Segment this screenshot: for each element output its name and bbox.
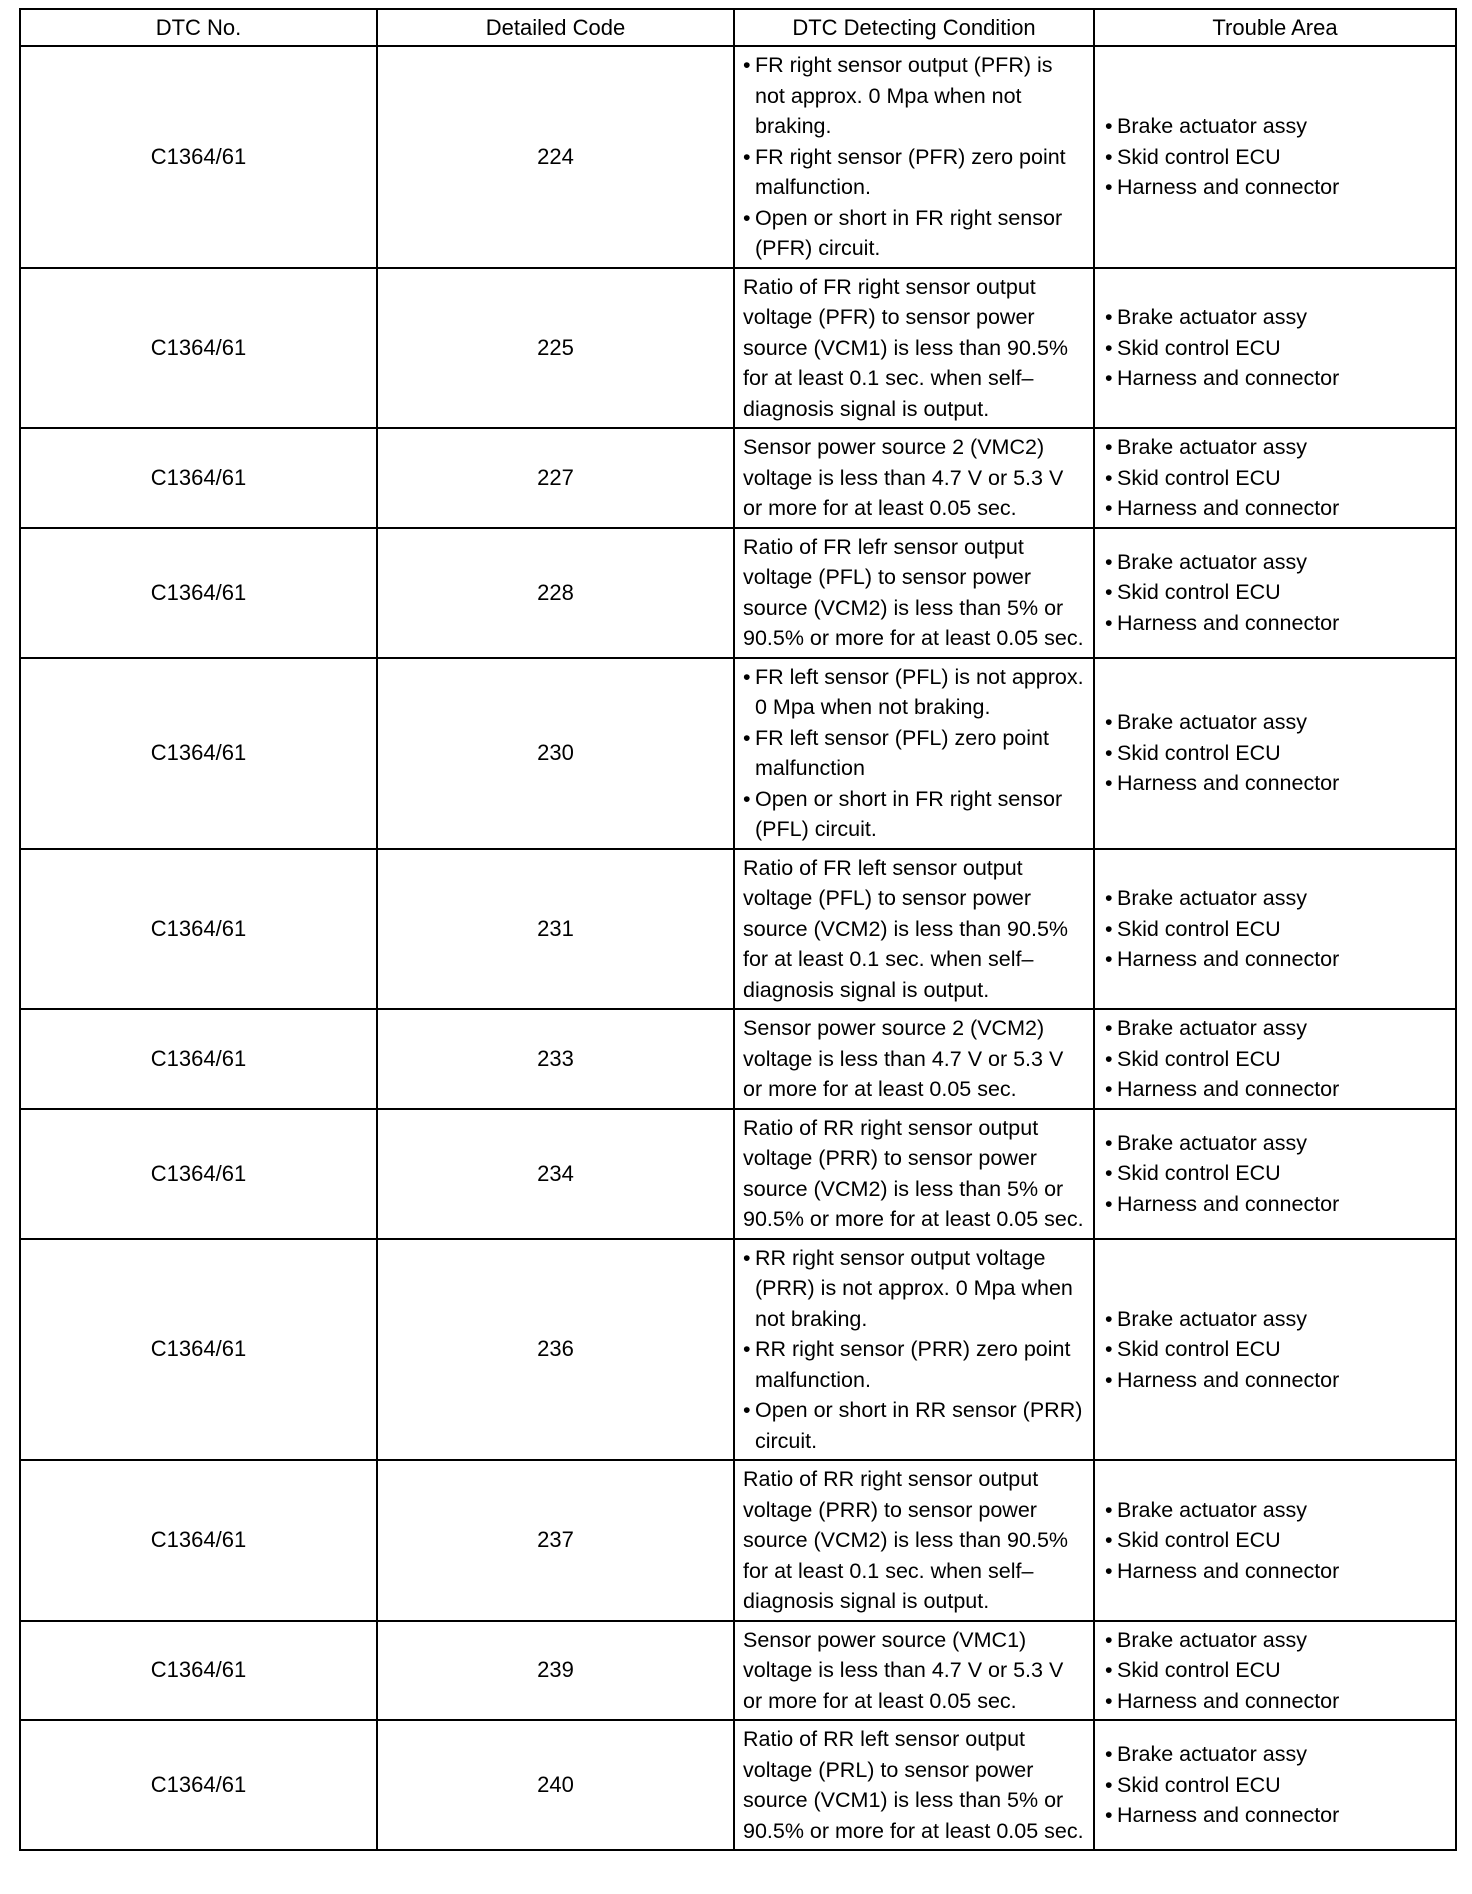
detecting-condition-cell [734, 1239, 1094, 1461]
condition-item: • FR left sensor (PFL) zero point malfunction [743, 723, 1085, 784]
table-row [20, 528, 1456, 658]
dtc-no-cell: C1364/61 [20, 428, 377, 528]
trouble-area-list [1105, 1128, 1445, 1220]
trouble-area-cell [1094, 1720, 1456, 1850]
trouble-area-cell [1094, 1109, 1456, 1239]
trouble-area-item: • Harness and connector [1105, 1365, 1445, 1396]
detailed-code-cell: 224 [377, 46, 734, 268]
trouble-area-item: • Skid control ECU [1105, 1334, 1445, 1365]
trouble-area-item: • Skid control ECU [1105, 1655, 1445, 1686]
detecting-condition-cell: Ratio of RR left sensor output voltage (PRL) to sensor power source (VCM1) is less than 5% or 90.5% or more for at least 0.05 sec. [734, 1720, 1094, 1850]
dtc-no-cell: C1364/61 [20, 1720, 377, 1850]
trouble-area-item: • Harness and connector [1105, 1686, 1445, 1717]
trouble-area-cell [1094, 658, 1456, 849]
trouble-area-item: • Harness and connector [1105, 363, 1445, 394]
dtc-no-cell: C1364/61 [20, 1460, 377, 1621]
header-detecting-condition: DTC Detecting Condition [734, 9, 1094, 46]
trouble-area-item: • Skid control ECU [1105, 1044, 1445, 1075]
trouble-area-list [1105, 1495, 1445, 1587]
dtc-no-cell: C1364/61 [20, 46, 377, 268]
table-row [20, 1720, 1456, 1850]
condition-item: • Open or short in FR right sensor (PFR) circuit. [743, 203, 1085, 264]
trouble-area-cell [1094, 1460, 1456, 1621]
trouble-area-cell [1094, 46, 1456, 268]
trouble-area-list [1105, 302, 1445, 394]
table-row [20, 46, 1456, 268]
trouble-area-item: • Skid control ECU [1105, 463, 1445, 494]
detecting-condition-cell: Ratio of RR right sensor output voltage (PRR) to sensor power source (VCM2) is less than 5% or 90.5% or more for at least 0.05 sec. [734, 1109, 1094, 1239]
trouble-area-cell [1094, 268, 1456, 429]
detailed-code-cell: 228 [377, 528, 734, 658]
trouble-area-item: • Harness and connector [1105, 944, 1445, 975]
trouble-area-item: • Harness and connector [1105, 768, 1445, 799]
detailed-code-cell: 225 [377, 268, 734, 429]
trouble-area-item: • Brake actuator assy [1105, 707, 1445, 738]
trouble-area-item: • Skid control ECU [1105, 914, 1445, 945]
detecting-condition-cell [734, 46, 1094, 268]
table-row [20, 658, 1456, 849]
table-row [20, 1239, 1456, 1461]
header-dtc-no: DTC No. [20, 9, 377, 46]
detecting-condition-cell: Sensor power source 2 (VCM2) voltage is less than 4.7 V or 5.3 V or more for at least 0.05 sec. [734, 1009, 1094, 1109]
detecting-condition-cell [734, 658, 1094, 849]
dtc-no-cell: C1364/61 [20, 1621, 377, 1721]
condition-list [743, 1243, 1085, 1457]
detailed-code-cell: 230 [377, 658, 734, 849]
trouble-area-item: • Skid control ECU [1105, 1525, 1445, 1556]
trouble-area-item: • Skid control ECU [1105, 333, 1445, 364]
trouble-area-item: • Brake actuator assy [1105, 1128, 1445, 1159]
trouble-area-item: • Brake actuator assy [1105, 1304, 1445, 1335]
detailed-code-cell: 233 [377, 1009, 734, 1109]
header-trouble-area: Trouble Area [1094, 9, 1456, 46]
condition-list [743, 50, 1085, 264]
trouble-area-item: • Harness and connector [1105, 1556, 1445, 1587]
trouble-area-item: • Skid control ECU [1105, 738, 1445, 769]
dtc-table [19, 8, 1457, 1851]
detailed-code-cell: 236 [377, 1239, 734, 1461]
dtc-no-cell: C1364/61 [20, 1109, 377, 1239]
trouble-area-item: • Harness and connector [1105, 1074, 1445, 1105]
table-row [20, 1009, 1456, 1109]
trouble-area-list [1105, 1304, 1445, 1396]
trouble-area-item: • Harness and connector [1105, 608, 1445, 639]
detecting-condition-cell: Ratio of FR lefr sensor output voltage (PFL) to sensor power source (VCM2) is less than 5% or 90.5% or more for at least 0.05 sec. [734, 528, 1094, 658]
dtc-no-cell: C1364/61 [20, 1239, 377, 1461]
trouble-area-list [1105, 707, 1445, 799]
detecting-condition-cell: Ratio of FR left sensor output voltage (PFL) to sensor power source (VCM2) is less than 90.5% for at least 0.1 sec. when self–diagnosis signal is output. [734, 849, 1094, 1010]
trouble-area-item: • Brake actuator assy [1105, 302, 1445, 333]
header-detailed-code: Detailed Code [377, 9, 734, 46]
trouble-area-cell [1094, 528, 1456, 658]
table-row [20, 428, 1456, 528]
detecting-condition-cell: Ratio of RR right sensor output voltage (PRR) to sensor power source (VCM2) is less than 90.5% for at least 0.1 sec. when self–diagnosis signal is output. [734, 1460, 1094, 1621]
trouble-area-cell [1094, 1009, 1456, 1109]
table-row [20, 268, 1456, 429]
trouble-area-item: • Harness and connector [1105, 1189, 1445, 1220]
table-header-row [20, 9, 1456, 46]
trouble-area-list [1105, 547, 1445, 639]
condition-item: • RR right sensor output voltage (PRR) is not approx. 0 Mpa when not braking. [743, 1243, 1085, 1335]
condition-item: • FR right sensor (PFR) zero point malfunction. [743, 142, 1085, 203]
dtc-no-cell: C1364/61 [20, 849, 377, 1010]
table-row [20, 849, 1456, 1010]
trouble-area-list [1105, 1013, 1445, 1105]
trouble-area-item: • Harness and connector [1105, 1800, 1445, 1831]
table-row [20, 1621, 1456, 1721]
condition-item: • Open or short in RR sensor (PRR) circuit. [743, 1395, 1085, 1456]
table-row [20, 1460, 1456, 1621]
trouble-area-item: • Brake actuator assy [1105, 1013, 1445, 1044]
trouble-area-item: • Skid control ECU [1105, 577, 1445, 608]
trouble-area-item: • Brake actuator assy [1105, 1739, 1445, 1770]
table-row [20, 1109, 1456, 1239]
trouble-area-item: • Harness and connector [1105, 172, 1445, 203]
dtc-no-cell: C1364/61 [20, 1009, 377, 1109]
dtc-no-cell: C1364/61 [20, 658, 377, 849]
detailed-code-cell: 234 [377, 1109, 734, 1239]
trouble-area-item: • Brake actuator assy [1105, 883, 1445, 914]
trouble-area-cell [1094, 428, 1456, 528]
trouble-area-cell [1094, 849, 1456, 1010]
detailed-code-cell: 237 [377, 1460, 734, 1621]
detailed-code-cell: 227 [377, 428, 734, 528]
condition-item: • Open or short in FR right sensor (PFL) circuit. [743, 784, 1085, 845]
trouble-area-item: • Harness and connector [1105, 493, 1445, 524]
trouble-area-list [1105, 883, 1445, 975]
trouble-area-item: • Brake actuator assy [1105, 432, 1445, 463]
trouble-area-item: • Skid control ECU [1105, 1158, 1445, 1189]
condition-item: • RR right sensor (PRR) zero point malfunction. [743, 1334, 1085, 1395]
trouble-area-item: • Brake actuator assy [1105, 547, 1445, 578]
trouble-area-cell [1094, 1239, 1456, 1461]
dtc-no-cell: C1364/61 [20, 268, 377, 429]
trouble-area-item: • Skid control ECU [1105, 142, 1445, 173]
dtc-no-cell: C1364/61 [20, 528, 377, 658]
detailed-code-cell: 239 [377, 1621, 734, 1721]
trouble-area-list [1105, 1739, 1445, 1831]
trouble-area-item: • Skid control ECU [1105, 1770, 1445, 1801]
trouble-area-list [1105, 432, 1445, 524]
trouble-area-item: • Brake actuator assy [1105, 1495, 1445, 1526]
detecting-condition-cell: Ratio of FR right sensor output voltage (PFR) to sensor power source (VCM1) is less than 90.5% for at least 0.1 sec. when self–diagnosis signal is output. [734, 268, 1094, 429]
condition-item: • FR left sensor (PFL) is not approx. 0 Mpa when not braking. [743, 662, 1085, 723]
condition-item: • FR right sensor output (PFR) is not approx. 0 Mpa when not braking. [743, 50, 1085, 142]
trouble-area-list [1105, 111, 1445, 203]
condition-list [743, 662, 1085, 845]
detecting-condition-cell: Sensor power source 2 (VMC2) voltage is less than 4.7 V or 5.3 V or more for at least 0.05 sec. [734, 428, 1094, 528]
trouble-area-item: • Brake actuator assy [1105, 1625, 1445, 1656]
trouble-area-cell [1094, 1621, 1456, 1721]
detecting-condition-cell: Sensor power source (VMC1) voltage is less than 4.7 V or 5.3 V or more for at least 0.05 sec. [734, 1621, 1094, 1721]
detailed-code-cell: 231 [377, 849, 734, 1010]
trouble-area-item: • Brake actuator assy [1105, 111, 1445, 142]
trouble-area-list [1105, 1625, 1445, 1717]
detailed-code-cell: 240 [377, 1720, 734, 1850]
